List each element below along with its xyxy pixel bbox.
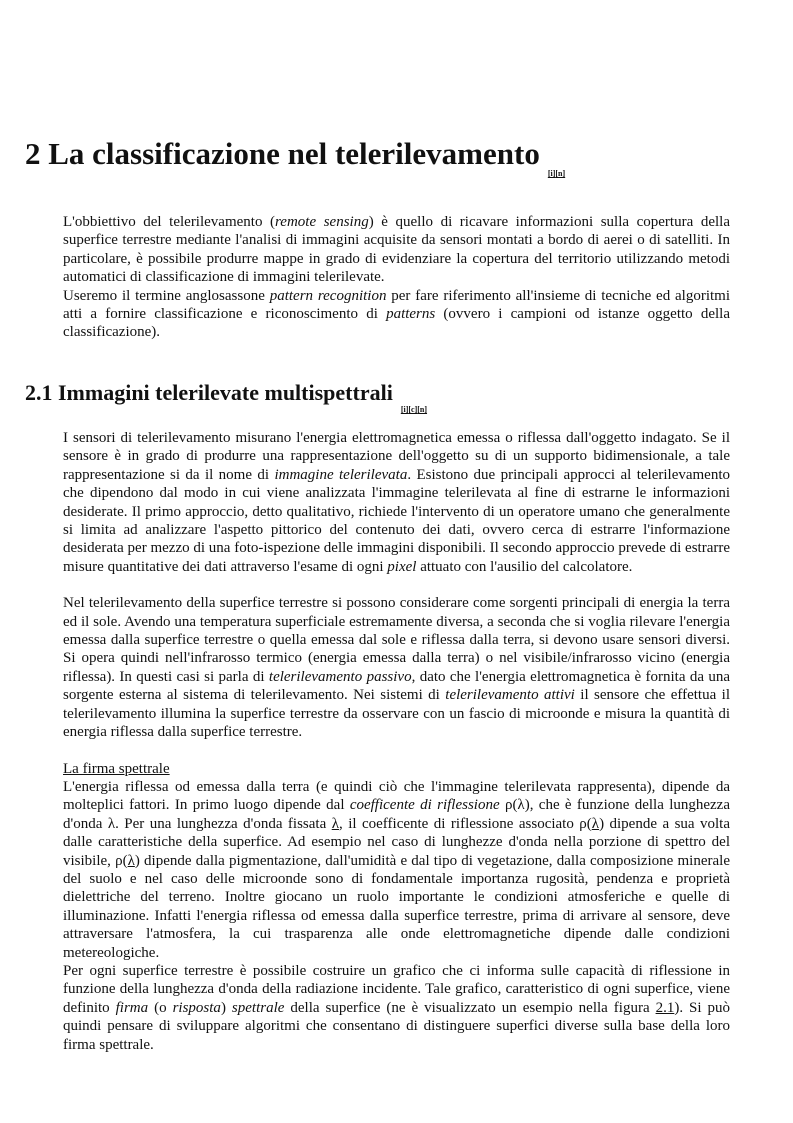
section-paragraph-3: L'energia riflessa od emessa dalla terra (e quindi ciò che l'immagine telerilevata rappresenta), dipende da molteplici fattori. In primo luogo dipende dal coefficente di riflessione ρ(λ), che è funzione della lunghezza d'onda λ. Per una lunghezza d'onda fissata λ, il coefficente di riflessione associato ρ(λ) dipende a sua volta dalle caratteristiche della superfice. Ad esempio nel caso di lunghezze d'onda nella porzione di spettro del visibile, ρ(λ) dipende dalla pigmentazione, dall'umidità e dal tipo di vegetazione, dalla composizione minerale del suolo e nel caso delle microonde sono di fondamentale importanza rugosità, pendenza e proprietà dielettriche del terreno. Inoltre giocano un ruolo importante le condizioni atmosferiche e quelle di illuminazione. Infatti l'energia riflessa od emessa dalla superfice terrestre, prima di arrivare al sensore, deve attraversare l'atmosfera, la cui trasparenza alle onde elettromagnetiche dipende dalle condizioni metereologiche. bbox=[63, 778, 731, 961]
intro-text bbox=[63, 213, 730, 342]
section-paragraph-1: I sensori di telerilevamento misurano l'energia elettromagnetica emessa o riflessa dall'oggetto indagato. Se il sensore è in grado di produrre una rappresentazione dell'oggetto su di un supporto bidimensionale, a tale rappresentazione si da il nome di immagine telerilevata. Esistono due principali approcci al telerilevamento che dipendono dal modo in cui viene analizzata l'immagine telerilevata al fine di estrarne le informazioni desiderate. Il primo approccio, detto qualitativo, richiede l'intervento di un operatore umano che generalmente si limita ad analizzare l'aspetto pittorico del contenuto dei dati, ovvero cerca di estrarre l'informazione desiderata per mezzo di una foto-ispezione delle immagini disponibili. Il secondo approccio prevede di estrarre misure quantitative dei dati attraverso l'esame di ogni pixel attuato con l'ausilio del calcolatore. bbox=[63, 430, 730, 575]
figure-link[interactable]: 2.1 bbox=[655, 999, 675, 1016]
ref-link-n[interactable]: [n] bbox=[417, 405, 428, 414]
section-title bbox=[25, 378, 427, 425]
section-paragraph-2: Nel telerilevamento della superfice terrestre si possono considerare come sorgenti principali di energia la terra ed il sole. Avendo una temperatura superficiale estremamente diversa, a seconda che si voglia rilevare l'energia emessa dalla superfice terrestre o quella emessa dal sole e riflessa dalla terra, si devono usare sensori diversi. Si opera quindi nell'infrarosso termico (energia emessa dalla terra) o nel visibile/infrarosso vicino (energia riflessa). In questi casi si parla di telerilevamento passivo, dato che l'energia elettromagnetica è fornita da una sorgente esterna al sistema di telerilevamento. Nei sistemi di telerilevamento attivi il sensore che effettua il telerilevamento illumina la superfice terrestre da osservare con un fascio di microonde e misura la quantità di energia riflessa dalla superfice terrestre. bbox=[63, 595, 731, 741]
chapter-title bbox=[25, 134, 565, 194]
intro-paragraph-2: Useremo il termine anglosassone pattern recognition per fare riferimento all'insieme di tecniche ed algoritmi atti a fornire classificazione e riconoscimento di patterns (ovvero i campioni od istanze oggetto della classificazione). bbox=[63, 287, 731, 341]
paragraph-gap bbox=[63, 742, 730, 760]
chapter-title-text: 2 La classificazione nel telerilevamento bbox=[25, 136, 540, 171]
section-text bbox=[63, 429, 730, 1054]
section-refs bbox=[401, 395, 427, 425]
ref-link-i[interactable]: [i] bbox=[547, 169, 556, 178]
section-paragraph-4: Per ogni superfice terrestre è possibile costruire un grafico che ci informa sulle capacità di riflessione in funzione della lunghezza d'onda della radiazione incidente. Tale grafico, caratteristico di ogni superfice, viene definito firma (o risposta) spettrale della superfice (ne è visualizzato un esempio nella figura 2.1). Si può quindi pensare di sviluppare algoritmi che consentano di distinguere superfici diverse sulla base della loro firma spettrale. bbox=[63, 962, 731, 1053]
chapter-refs bbox=[548, 154, 565, 194]
subsection-title: La firma spettrale bbox=[63, 760, 170, 777]
ref-link-n[interactable]: [n] bbox=[555, 169, 566, 178]
section-title-text: 2.1 Immagini telerilevate multispettrali bbox=[25, 380, 393, 405]
ref-link-i[interactable]: [i] bbox=[400, 405, 409, 414]
paragraph-gap bbox=[63, 576, 730, 594]
ref-link-c[interactable]: [c] bbox=[408, 405, 418, 414]
intro-paragraph-1: L'obbiettivo del telerilevamento (remote sensing) è quello di ricavare informazioni sulla copertura della superfice terrestre mediante l'analisi di immagini acquisite da sensori montati a bordo di aerei o di satelliti. In particolare, è possibile produrre mappe in grado di evidenziare la copertura del territorio utilizzando metodi automatici di classificazione di immagini telerilevate. bbox=[63, 214, 730, 286]
